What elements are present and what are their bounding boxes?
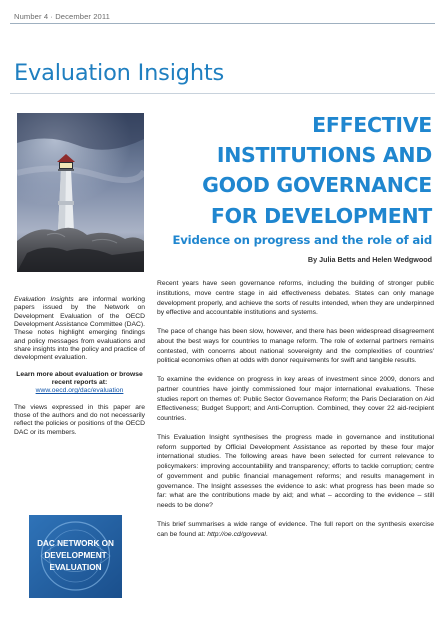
body-paragraph: Recent years have seen governance reforms, including the building of stronger public institutions, move centre stage in aid effectiveness debates. States can only manage development properly, and achieve the sorts of results intended, when they are underpinned by effective and accountable institutions and systems. (157, 280, 434, 317)
header-bar (0, 0, 445, 34)
body-paragraph-end: . (265, 530, 268, 538)
badge-line: DEVELOPMENT (44, 551, 107, 560)
learn-more (14, 371, 145, 396)
lighthouse-photo (17, 113, 144, 272)
body-paragraph: This Evaluation Insight synthesises the progress made in governance and institutional reform supported by Official Development Assistance as reported by these four major international studies. The following areas have been selected for current relevance to policymakers: improving accountability and transparency; efforts to tackle corruption; centre of government and public financial management reforms; and results management in governance. The Insight assesses the evidence to ask: what progress has been made so far: what are the contributions made by aid; and what – according to the evidence – still needs to be done? (157, 433, 434, 509)
header-divider (10, 23, 435, 24)
badge-line: EVALUATION (49, 563, 102, 572)
title-line: GOOD GOVERNANCE (202, 173, 432, 198)
article-body (157, 279, 434, 548)
badge-line: DAC NETWORK ON (37, 539, 114, 548)
report-subtitle: Evidence on progress and the role of aid (172, 233, 432, 247)
report-title (142, 110, 432, 231)
title-line: FOR DEVELOPMENT (210, 203, 432, 228)
evaluation-link[interactable]: www.oecd.org/dac/evaluation (35, 387, 124, 395)
sidebar-intro-text: are informal working papers issued by the Network on Development Evaluation of the OECD Development Assistance Committee (DAC). These notes highlight emerging findings and policy messages from evaluations and share insights into the policy and practice of development evaluation. (14, 296, 145, 362)
body-paragraph: To examine the evidence on progress in key areas of investment since 2009, donors and partner countries have jointly commissioned four major international evaluations. These studies report on themes of: Public Sector Governance Reform; the Paris Declaration on Aid Effectiveness; Budget Support; and Anti-Corruption. Combined, they cover 22 aid-recipient countries. (157, 376, 434, 422)
disclaimer: The views expressed in this paper are those of the authors and do not necessarily reflect the policies or positions of the OECD DAC or its members. (14, 403, 145, 436)
sidebar-intro (14, 296, 145, 363)
title-divider (10, 93, 435, 94)
series-title: Evaluation Insights (14, 60, 225, 86)
issue-number: Number 4 · December 2011 (14, 12, 110, 21)
body-paragraph-text: This brief summarises a wide range of evidence. The full report on the synthesis exercise can be found at: (157, 520, 434, 538)
title-line: EFFECTIVE (312, 113, 432, 137)
body-paragraph (157, 520, 434, 540)
lighthouse-illustration (17, 113, 144, 272)
byline: By Julia Betts and Helen Wedgwood (307, 255, 432, 264)
series-name: Evaluation Insights (14, 296, 74, 303)
report-link[interactable]: http://oe.cd/goveval (207, 530, 266, 538)
title-line: INSTITUTIONS AND (216, 143, 432, 168)
learn-more-label: Learn more about evaluation or browse recent reports at: (16, 370, 143, 387)
sidebar (14, 296, 145, 445)
dac-network-logo (29, 515, 122, 598)
dac-logo-graphic (29, 515, 122, 598)
body-paragraph: The pace of change has been slow, however, and there has been widespread disagreement about the best ways for countries to manage reform. The role of external partners remains contested, with concerns about national sovereignty and the complexities of countries' political economies often at odds with donor requirements for swift and tangible results. (157, 328, 434, 365)
